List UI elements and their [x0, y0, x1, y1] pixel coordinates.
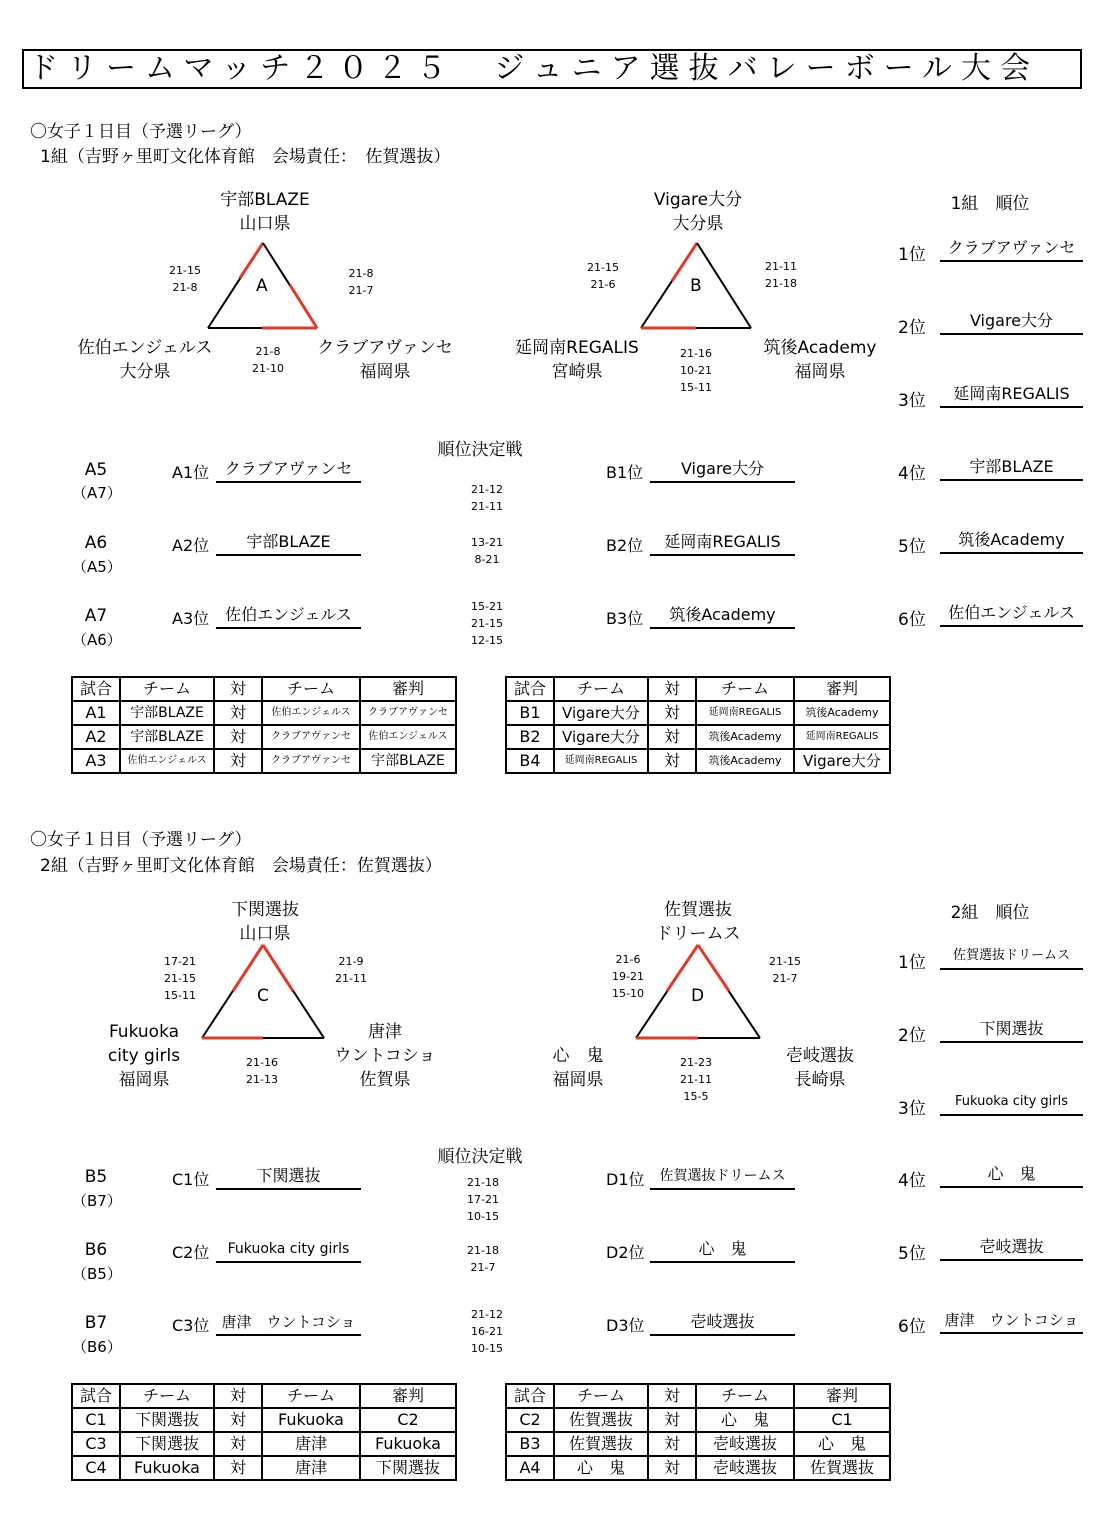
cell: 壱岐選抜	[696, 1432, 794, 1456]
playoff-scores	[460, 1306, 514, 1357]
score: 21-8	[172, 281, 198, 294]
rank-team: 延岡南REGALIS	[940, 382, 1083, 408]
rank-pos: 1位	[898, 953, 926, 973]
team-name: 佐伯エンジェルス	[77, 338, 213, 358]
playoff-match: A6	[84, 533, 108, 553]
score: 21-11	[680, 1073, 712, 1086]
cell: B4	[506, 749, 554, 773]
playoff-rteam: Vigare大分	[650, 457, 795, 483]
playoff-sub: （B6）	[72, 1338, 122, 1356]
group1-playoff-title: 順位決定戦	[437, 440, 523, 460]
group2-playoff-title: 順位決定戦	[437, 1147, 523, 1167]
playoff-match: B7	[84, 1313, 108, 1333]
team-name: 延岡南REGALIS	[515, 338, 639, 358]
cell: 佐伯エンジェルス	[262, 701, 360, 725]
th-team: チーム	[120, 1384, 214, 1408]
group1-header: 〇女子１日目（予選リーグ）	[30, 122, 252, 142]
table-header-row	[72, 1384, 456, 1408]
playoff-rpos: B2位	[606, 536, 644, 555]
score: 17-21	[467, 1193, 499, 1206]
playoff-rpos: D1位	[606, 1170, 645, 1189]
cell: A2	[72, 725, 120, 749]
score: 21-23	[680, 1056, 712, 1069]
playoff-sub: （B5）	[72, 1265, 122, 1283]
cell: 壱岐選抜	[696, 1456, 794, 1480]
cell: 筑後Academy	[696, 749, 794, 773]
team-name: 壱岐選抜	[786, 1046, 854, 1066]
playoff-sub: （A6）	[72, 631, 122, 649]
score: 21-10	[252, 362, 284, 375]
rank-team: Fukuoka city girls	[940, 1090, 1083, 1116]
th-team: チーム	[554, 1384, 648, 1408]
cell: 対	[214, 1432, 262, 1456]
score: 21-15	[587, 261, 619, 274]
rank-pos: 3位	[898, 1099, 926, 1119]
cell: 心 鬼	[794, 1432, 890, 1456]
triB-label: B	[690, 276, 702, 296]
cell: 宇部BLAZE	[120, 701, 214, 725]
playoff-lteam: Fukuoka city girls	[216, 1237, 361, 1263]
score: 16-21	[471, 1325, 503, 1338]
score: 21-11	[471, 500, 503, 513]
playoff-match: B6	[84, 1240, 108, 1260]
score: 21-16	[246, 1056, 278, 1069]
playoff-scores	[456, 1242, 510, 1276]
playoff-sub: （A5）	[72, 558, 122, 576]
th-vs: 対	[648, 1384, 696, 1408]
team-pref: 福岡県	[118, 1070, 170, 1090]
playoff-lteam: クラブアヴァンセ	[216, 457, 361, 483]
rank-team: 心 鬼	[940, 1162, 1083, 1188]
score: 21-8	[348, 267, 374, 280]
score: 21-9	[338, 955, 364, 968]
cell: 対	[648, 1456, 696, 1480]
score: 15-10	[612, 987, 644, 1000]
th-match: 試合	[72, 677, 120, 701]
score: 15-5	[683, 1090, 709, 1103]
team-name: 宇部BLAZE	[220, 190, 310, 210]
score: 21-18	[467, 1176, 499, 1189]
th-match: 試合	[506, 1384, 554, 1408]
rank-pos: 3位	[898, 391, 926, 411]
score: 21-7	[348, 284, 374, 297]
score: 21-11	[765, 260, 797, 273]
team-name: 筑後Academy	[763, 338, 877, 358]
cell: B3	[506, 1432, 554, 1456]
score: 8-21	[474, 553, 500, 566]
score: 15-11	[164, 989, 196, 1002]
rank-team: 唐津 ウントコショ	[940, 1308, 1083, 1334]
triD-score-bottom	[671, 1054, 721, 1105]
rank-pos: 2位	[898, 318, 926, 338]
cell: Vigare大分	[554, 701, 648, 725]
team-name: Vigare大分	[653, 190, 743, 210]
cell: C4	[72, 1456, 120, 1480]
playoff-match: A5	[84, 460, 108, 480]
cell: C2	[360, 1408, 456, 1432]
page-title: ドリームマッチ２０２５ ジュニア選抜バレーボール大会	[22, 49, 1082, 89]
score: 21-7	[772, 972, 798, 985]
playoff-lteam: 唐津 ウントコショ	[216, 1310, 361, 1336]
playoff-rpos: B3位	[606, 609, 644, 628]
team-name: ウントコショ	[334, 1046, 436, 1066]
th-team: チーム	[696, 677, 794, 701]
team-pref: 長崎県	[794, 1070, 846, 1090]
score: 21-13	[246, 1073, 278, 1086]
table-row	[506, 1432, 890, 1456]
score: 21-15	[164, 972, 196, 985]
playoff-lpos: A2位	[172, 536, 210, 555]
cell: Fukuoka	[360, 1432, 456, 1456]
group2-header: 〇女子１日目（予選リーグ）	[30, 830, 252, 850]
group2-venue: 2組（吉野ヶ里町文化体育館 会場責任：佐賀選抜）	[40, 856, 442, 876]
triD-win-left	[667, 945, 698, 991]
score: 21-8	[255, 345, 281, 358]
rank-team: 壱岐選抜	[940, 1235, 1083, 1261]
cell: B2	[506, 725, 554, 749]
group2-ranking-title: 2組 順位	[950, 903, 1030, 923]
group2-schedule-right	[505, 1383, 891, 1481]
triD-score-tl	[603, 951, 653, 1002]
playoff-lpos: A3位	[172, 609, 210, 628]
cell: 筑後Academy	[696, 725, 794, 749]
team-name: 下関選抜	[231, 900, 299, 920]
th-match: 試合	[506, 677, 554, 701]
score: 15-11	[680, 381, 712, 394]
playoff-match: B5	[84, 1167, 108, 1187]
score: 21-15	[769, 955, 801, 968]
rank-team: クラブアヴァンセ	[940, 236, 1083, 262]
cell: 延岡南REGALIS	[696, 701, 794, 725]
cell: Fukuoka	[262, 1408, 360, 1432]
cell: 延岡南REGALIS	[554, 749, 648, 773]
team-name: Fukuoka	[108, 1022, 180, 1042]
rank-team: 筑後Academy	[940, 528, 1083, 554]
score: 17-21	[164, 955, 196, 968]
cell: 佐賀選抜	[554, 1432, 648, 1456]
playoff-rteam: 佐賀選抜ドリームス	[650, 1164, 795, 1190]
team-pref: 宮崎県	[551, 362, 603, 382]
cell: B1	[506, 701, 554, 725]
th-match: 試合	[72, 1384, 120, 1408]
playoff-sub: （A7）	[72, 484, 122, 502]
cell: 唐津	[262, 1456, 360, 1480]
score: 21-11	[335, 972, 367, 985]
triD-label: D	[691, 986, 705, 1006]
score: 21-12	[471, 483, 503, 496]
rank-pos: 2位	[898, 1026, 926, 1046]
triD-win-right	[698, 945, 729, 991]
score: 13-21	[471, 536, 503, 549]
playoff-rteam: 延岡南REGALIS	[650, 530, 795, 556]
score: 15-21	[471, 600, 503, 613]
cell: 筑後Academy	[794, 701, 890, 725]
th-team: チーム	[554, 677, 648, 701]
group2-schedule-left	[71, 1383, 457, 1481]
cell: 唐津	[262, 1432, 360, 1456]
team-pref: 福岡県	[359, 362, 411, 382]
rank-team: 下関選抜	[940, 1017, 1083, 1043]
cell: C1	[72, 1408, 120, 1432]
cell: A4	[506, 1456, 554, 1480]
score: 21-12	[471, 1308, 503, 1321]
table-header-row	[506, 1384, 890, 1408]
cell: 下関選抜	[120, 1408, 214, 1432]
team-name: クラブアヴァンセ	[317, 338, 453, 358]
team-pref: 大分県	[672, 214, 724, 234]
table-row	[72, 1456, 456, 1480]
playoff-lpos: A1位	[172, 463, 210, 482]
cell: 対	[214, 1456, 262, 1480]
rank-team: Vigare大分	[940, 309, 1083, 335]
team-pref: 山口県	[239, 924, 291, 944]
rank-pos: 6位	[898, 1317, 926, 1337]
table-row	[72, 1432, 456, 1456]
score: 10-15	[471, 1342, 503, 1355]
cell: 下関選抜	[120, 1432, 214, 1456]
cell: C1	[794, 1408, 890, 1432]
score: 21-6	[590, 278, 616, 291]
score: 21-15	[471, 617, 503, 630]
rank-pos: 1位	[898, 245, 926, 265]
cell: 対	[648, 1408, 696, 1432]
cell: 佐伯エンジェルス	[120, 749, 214, 773]
team-name: city girls	[107, 1046, 181, 1066]
rank-team: 佐伯エンジェルス	[940, 601, 1083, 627]
table-row	[506, 1456, 890, 1480]
cell: 佐伯エンジェルス	[360, 725, 456, 749]
group1-ranking-title: 1組 順位	[950, 194, 1030, 214]
cell: 宇部BLAZE	[120, 725, 214, 749]
th-referee: 審判	[794, 1384, 890, 1408]
cell: 心 鬼	[554, 1456, 648, 1480]
playoff-lteam: 宇部BLAZE	[216, 530, 361, 556]
th-team: チーム	[120, 677, 214, 701]
th-referee: 審判	[360, 677, 456, 701]
playoff-rteam: 壱岐選抜	[650, 1310, 795, 1336]
playoff-rteam: 心 鬼	[650, 1237, 795, 1263]
triD-score-tr	[760, 953, 810, 987]
score: 21-16	[680, 347, 712, 360]
th-team: チーム	[262, 677, 360, 701]
score: 21-15	[169, 264, 201, 277]
cell: 対	[214, 701, 262, 725]
cell: Vigare大分	[794, 749, 890, 773]
playoff-lpos: C1位	[172, 1170, 210, 1189]
playoff-rpos: D2位	[606, 1243, 645, 1262]
cell: 心 鬼	[696, 1408, 794, 1432]
cell: 対	[648, 701, 696, 725]
rank-pos: 4位	[898, 1171, 926, 1191]
th-vs: 対	[214, 1384, 262, 1408]
cell: 延岡南REGALIS	[794, 725, 890, 749]
cell: クラブアヴァンセ	[360, 701, 456, 725]
score: 12-15	[471, 634, 503, 647]
rank-pos: 4位	[898, 464, 926, 484]
playoff-lteam: 佐伯エンジェルス	[216, 603, 361, 629]
score: 21-18	[765, 277, 797, 290]
cell: 対	[214, 749, 262, 773]
team-pref: 福岡県	[552, 1070, 604, 1090]
th-team: チーム	[262, 1384, 360, 1408]
rank-pos: 6位	[898, 610, 926, 630]
team-pref: 福岡県	[794, 362, 846, 382]
team-pref: 山口県	[239, 214, 291, 234]
cell: A1	[72, 701, 120, 725]
playoff-rteam: 筑後Academy	[650, 603, 795, 629]
cell: クラブアヴァンセ	[262, 749, 360, 773]
playoff-sub: （B7）	[72, 1192, 122, 1210]
cell: 対	[648, 1432, 696, 1456]
cell: C2	[506, 1408, 554, 1432]
rank-team: 宇部BLAZE	[940, 455, 1083, 481]
rank-team: 佐賀選抜ドリームス	[940, 944, 1083, 970]
cell: Vigare大分	[554, 725, 648, 749]
th-referee: 審判	[360, 1384, 456, 1408]
playoff-lteam: 下関選抜	[216, 1164, 361, 1190]
cell: C3	[72, 1432, 120, 1456]
cell: 佐賀選抜	[794, 1456, 890, 1480]
cell: 対	[648, 725, 696, 749]
cell: 下関選抜	[360, 1456, 456, 1480]
score: 10-15	[467, 1210, 499, 1223]
group1-venue: 1組（吉野ヶ里町文化体育館 会場責任： 佐賀選抜）	[40, 147, 451, 167]
table-row	[72, 1408, 456, 1432]
team-name: 心 鬼	[552, 1046, 604, 1066]
cell: A3	[72, 749, 120, 773]
cell: 宇部BLAZE	[360, 749, 456, 773]
th-vs: 対	[648, 677, 696, 701]
team-name: 佐賀選抜	[664, 900, 732, 920]
cell: Fukuoka	[120, 1456, 214, 1480]
playoff-rpos: D3位	[606, 1316, 645, 1335]
th-team: チーム	[696, 1384, 794, 1408]
th-referee: 審判	[794, 677, 890, 701]
score: 19-21	[612, 970, 644, 983]
score: 21-6	[615, 953, 641, 966]
cell: 対	[214, 725, 262, 749]
cell: 対	[648, 749, 696, 773]
team-name: 唐津	[368, 1022, 402, 1042]
cell: クラブアヴァンセ	[262, 725, 360, 749]
score: 21-7	[470, 1261, 496, 1274]
triA-label: A	[256, 276, 268, 296]
score: 10-21	[680, 364, 712, 377]
triC-label: C	[257, 986, 269, 1006]
team-pref: 大分県	[119, 362, 171, 382]
cell: 佐賀選抜	[554, 1408, 648, 1432]
cell: 対	[214, 1408, 262, 1432]
team-name: ドリームス	[655, 924, 741, 944]
score: 21-18	[467, 1244, 499, 1257]
th-vs: 対	[214, 677, 262, 701]
playoff-lpos: C2位	[172, 1243, 210, 1262]
playoff-lpos: C3位	[172, 1316, 210, 1335]
playoff-rpos: B1位	[606, 463, 644, 482]
rank-pos: 5位	[898, 537, 926, 557]
playoff-match: A7	[84, 606, 108, 626]
rank-pos: 5位	[898, 1244, 926, 1264]
table-row	[506, 1408, 890, 1432]
playoff-scores	[456, 1174, 510, 1225]
team-pref: 佐賀県	[359, 1070, 411, 1090]
